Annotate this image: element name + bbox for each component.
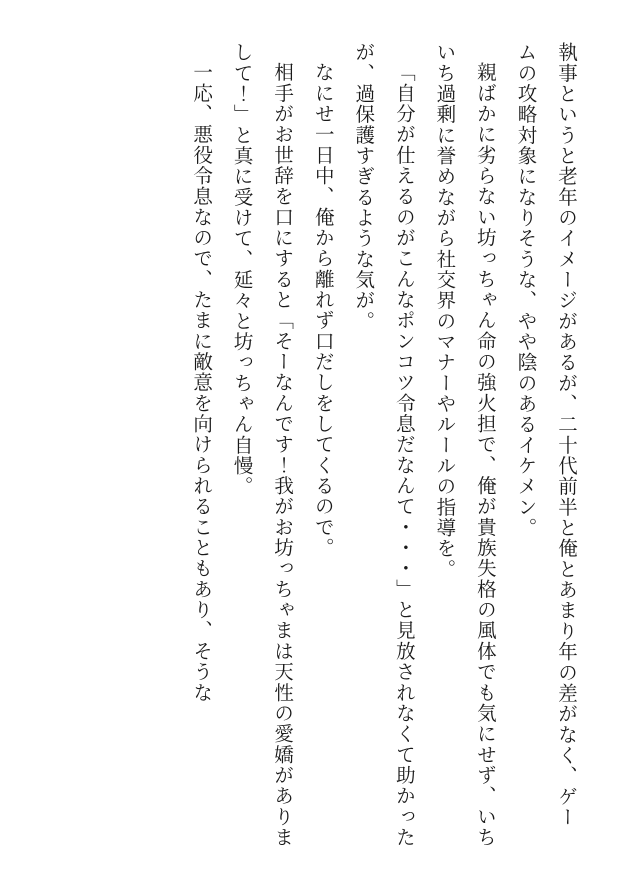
paragraph: 「自分が仕えるのがこんなポンコツ令息だなんて・・・」と見放されなくて助かったが、過保護すぎるような気が。 [352, 42, 416, 847]
paragraph: なにせ一日中、俺から離れず口だしをしてくるので。 [311, 61, 335, 558]
vertical-text-body [36, 42, 586, 848]
paragraph: 相手がお世辞を口にすると「そーなんです！我がお坊っちゃまは天性の愛嬌がありまして！」と真に受けて、延々と坊っちゃん自慢。 [230, 42, 295, 847]
paragraph: 一応、悪役令息なので、たまに敵意を向けられることもあり、そうな [190, 61, 214, 703]
paragraph: 親ばかに劣らない坊っちゃん命の強火担で、俺が貴族失格の風体でも気にせず、いちいち過剰に誉めながら社交界のマナーやルールの指導を。 [433, 42, 497, 847]
paragraph: 執事というと老年のイメージがあるが、二十代前半と俺とあまり年の差がなく、ゲームの攻略対象になりそうな、やや陰のあるイケメン。 [514, 42, 578, 828]
